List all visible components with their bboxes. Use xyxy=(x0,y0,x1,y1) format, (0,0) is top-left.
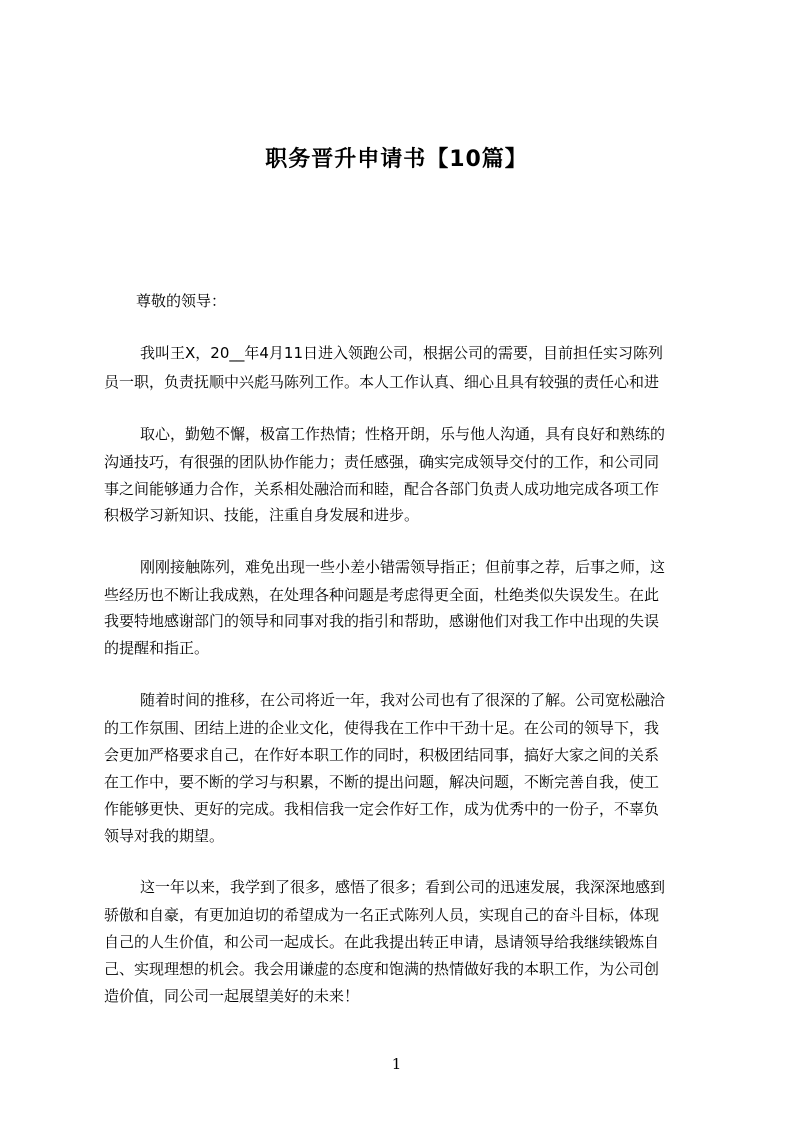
paragraph-line: 作能够更快、更好的完成。我相信我一定会作好工作，成为优秀中的一份子，不辜负 xyxy=(104,800,660,818)
paragraph-line: 我叫王X，20__年4月11日进入领跑公司，根据公司的需要，目前担任实习陈列 xyxy=(140,344,663,362)
paragraph-line: 些经历也不断让我成熟，在处理各种问题是考虑得更全面，杜绝类似失误发生。在此 xyxy=(104,586,660,604)
paragraph-line: 事之间能够通力合作，关系相处融洽而和睦，配合各部门负责人成功地完成各项工作 xyxy=(104,480,660,498)
paragraph-line: 我要特地感谢部门的领导和同事对我的指引和帮助，感谢他们对我工作中出现的失误 xyxy=(104,612,660,630)
page-number: 1 xyxy=(391,1055,402,1073)
paragraph-line: 随着时间的推移，在公司将近一年，我对公司也有了很深的了解。公司宽松融洽 xyxy=(140,691,666,709)
paragraph-line: 在工作中，要不断的学习与积累，不断的提出问题，解决问题，不断完善自我，使工 xyxy=(104,773,660,791)
paragraph-line: 取心，勤勉不懈，极富工作热情；性格开朗，乐与他人沟通，具有良好和熟练的 xyxy=(140,425,666,443)
paragraph-line: 领导对我的期望。 xyxy=(104,827,225,845)
document-title: 职务晋升申请书【10篇】 xyxy=(265,147,528,172)
paragraph-line: 员一职，负责抚顺中兴彪马陈列工作。本人工作认真、细心且具有较强的责任心和进 xyxy=(104,373,660,391)
paragraph-line: 的工作氛围、团结上进的企业文化，使得我在工作中干劲十足。在公司的领导下，我 xyxy=(104,719,660,737)
paragraph-line: 沟通技巧，有很强的团队协作能力；责任感强，确实完成领导交付的工作，和公司同 xyxy=(104,453,660,471)
paragraph-line: 骄傲和自豪，有更加迫切的希望成为一名正式陈列人员，实现自己的奋斗目标，体现 xyxy=(104,906,660,924)
paragraph-line: 积极学习新知识、技能，注重自身发展和进步。 xyxy=(104,506,420,524)
paragraph-line: 己、实现理想的机会。我会用谦虚的态度和饱满的热情做好我的本职工作，为公司创 xyxy=(104,960,660,978)
paragraph-line: 的提醒和指正。 xyxy=(104,639,210,657)
paragraph-line: 会更加严格要求自己，在作好本职工作的同时，积极团结同事，搞好大家之间的关系 xyxy=(104,746,660,764)
paragraph-line: 刚刚接触陈列，难免出现一些小差小错需领导指正；但前事之荐，后事之师，这 xyxy=(140,558,666,576)
salutation: 尊敬的领导： xyxy=(136,292,227,310)
paragraph-line: 自己的人生价值，和公司一起成长。在此我提出转正申请，恳请领导给我继续锻炼自 xyxy=(104,933,660,951)
paragraph-line: 造价值，同公司一起展望美好的未来！ xyxy=(104,987,360,1005)
paragraph-line: 这一年以来，我学到了很多，感悟了很多；看到公司的迅速发展，我深深地感到 xyxy=(140,878,666,896)
